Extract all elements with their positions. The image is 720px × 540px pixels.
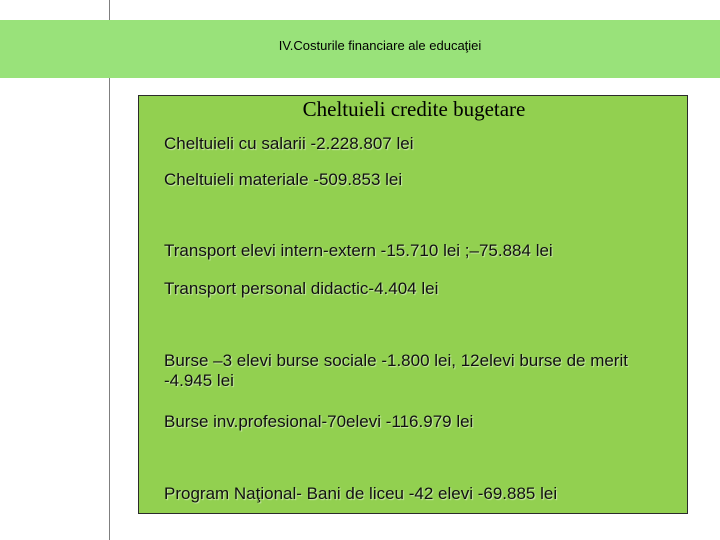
- item-material-expenses: Cheltuieli materiale -509.853 lei: [164, 170, 403, 189]
- vertical-divider-line: [109, 0, 110, 540]
- item-student-transport: Transport elevi intern-extern -15.710 lei ;–75.884 lei: [164, 241, 553, 260]
- slide-header-title: IV.Costurile financiare ale educaţiei: [278, 38, 482, 53]
- item-salary-expenses: Cheltuieli cu salarii -2.228.807 lei: [164, 134, 414, 153]
- content-panel: [138, 95, 688, 514]
- item-staff-transport: Transport personal didactic-4.404 lei: [164, 279, 439, 298]
- item-national-program: Program Naţional- Bani de liceu -42 elevi -69.885 lei: [164, 484, 558, 503]
- item-vocational-scholarships: Burse inv.profesional-70elevi -116.979 lei: [164, 412, 474, 431]
- panel-title: Cheltuieli credite bugetare: [302, 97, 526, 121]
- item-scholarships: Burse –3 elevi burse sociale -1.800 lei, 12elevi burse de merit -4.945 lei: [164, 351, 628, 390]
